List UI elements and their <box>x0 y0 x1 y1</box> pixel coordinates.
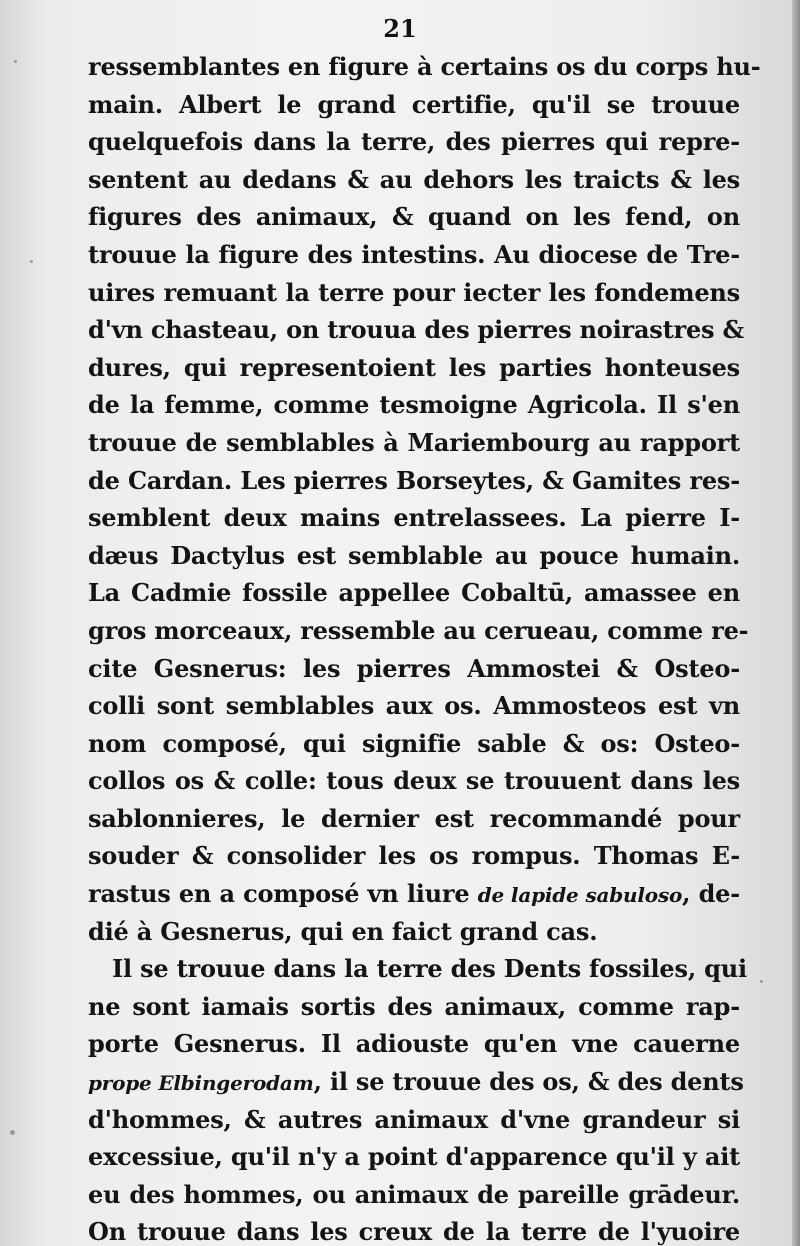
body-text <box>88 48 761 1246</box>
text-line-28-after: , il se trouue des os, & des dents <box>313 1067 744 1097</box>
text-line-22: souder & consolider les os rompus. Thomas E- <box>88 841 740 871</box>
text-line-28 <box>88 1063 744 1101</box>
text-line-26: ne sont iamais sortis des animaux, comme rap- <box>88 991 740 1021</box>
text-line-23-after: , de- <box>682 879 740 909</box>
paper-speck <box>30 260 33 263</box>
text-line-16: gros morceaux, ressemble au cerueau, comme re- <box>88 615 749 645</box>
text-line-17: cite Gesnerus: les pierres Ammostei & Osteo- <box>88 653 740 683</box>
paper-speck <box>10 1130 15 1135</box>
text-line-13: semblent deux mains entrelassees. La pierre I- <box>88 503 740 533</box>
text-line-31: eu des hommes, ou animaux de pareille grādeur. <box>88 1179 740 1209</box>
text-line-12: de Cardan. Les pierres Borseytes, & Gamites res- <box>88 465 740 495</box>
text-line-11: trouue de semblables à Mariembourg au rapport <box>88 427 740 457</box>
text-line-18: colli sont semblables aux os. Ammosteos est vn <box>88 691 740 721</box>
text-line-5: figures des animaux, & quand on les fend, on <box>88 202 740 232</box>
text-line-20: collos os & colle: tous deux se trouuent dans les <box>88 766 740 796</box>
page-edge-shadow <box>792 0 800 1246</box>
text-line-10: de la femme, comme tesmoigne Agricola. Il s'en <box>88 390 740 420</box>
text-line-4: sentent au dedans & au dehors les traicts & les <box>88 164 740 194</box>
text-line-24: dié à Gesnerus, qui en faict grand cas. <box>88 916 598 946</box>
place-name-italic: prope Elbingerodam <box>88 1071 314 1096</box>
paper-speck <box>14 60 17 63</box>
text-line-19: nom composé, qui signifie sable & os: Osteo- <box>88 728 740 758</box>
text-line-21: sablonnieres, le dernier est recommandé pour <box>88 803 740 833</box>
text-line-7: uires remuant la terre pour iecter les fondemens <box>88 277 740 307</box>
text-line-25: Il se trouue dans la terre des Dents fossiles, qui <box>112 954 747 984</box>
text-line-27: porte Gesnerus. Il adiouste qu'en vne cauerne <box>88 1029 740 1059</box>
text-line-23-before: rastus en a composé vn liure <box>88 879 478 909</box>
paper-speck <box>760 980 763 983</box>
text-line-23 <box>88 875 740 913</box>
text-line-3: quelquefois dans la terre, des pierres qui repre- <box>88 127 740 157</box>
text-line-9: dures, qui representoient les parties honteuses <box>88 352 740 382</box>
text-line-2: main. Albert le grand certifie, qu'il se trouue <box>88 89 740 119</box>
text-line-8: d'vn chasteau, on trouua des pierres noirastres & <box>88 315 744 345</box>
text-line-30: excessiue, qu'il n'y a point d'apparence qu'il y ait <box>88 1142 740 1172</box>
text-line-14: dæus Dactylus est semblable au pouce humain. <box>88 540 740 570</box>
page-number: 21 <box>383 14 417 43</box>
text-line-32: On trouue dans les creux de la terre de l'yuoire <box>88 1217 740 1246</box>
text-line-15: La Cadmie fossile appellee Cobaltū, amassee en <box>88 578 740 608</box>
text-line-6: trouue la figure des intestins. Au diocese de Tre- <box>88 239 740 269</box>
book-title-italic: de lapide sabuloso <box>477 883 683 908</box>
text-line-1: ressemblantes en figure à certains os du corps hu- <box>88 52 761 81</box>
text-line-29: d'hommes, & autres animaux d'vne grandeur si <box>88 1104 740 1134</box>
